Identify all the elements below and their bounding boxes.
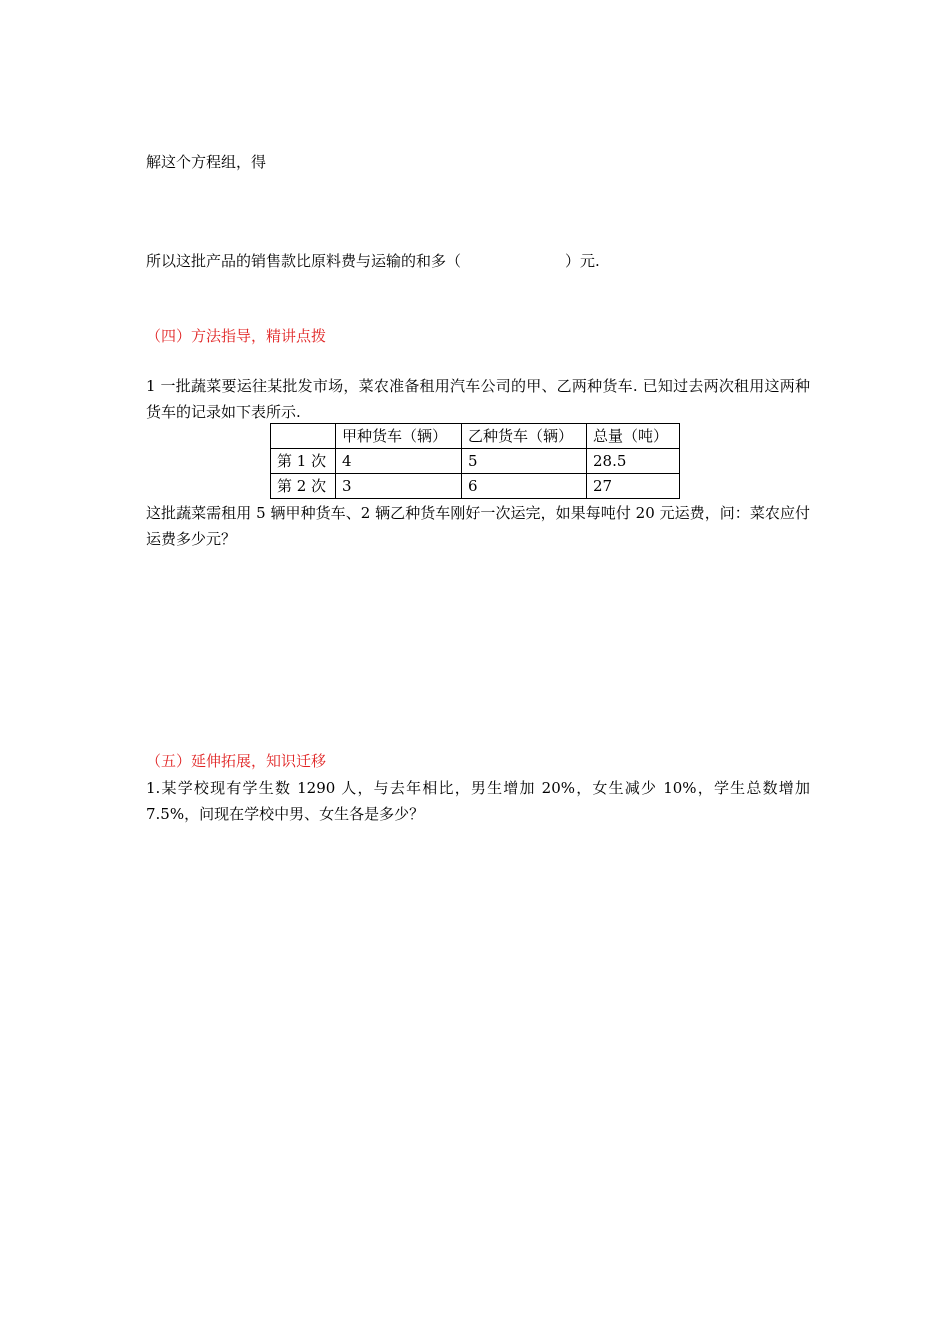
table-header-cell: 甲种货车（辆） [336,424,462,449]
table-header-cell: 总量（吨） [587,424,680,449]
truck-record-table [270,423,680,499]
answer-prefix: 所以这批产品的销售款比原料费与运输的和多（ [146,252,462,270]
table-cell: 第 2 次 [271,474,336,499]
table-row [271,474,680,499]
table-row [271,449,680,474]
table-header-cell [271,424,336,449]
table-cell: 3 [336,474,462,499]
problem-1-intro: 1 一批蔬菜要运往某批发市场，菜农准备租用汽车公司的甲、乙两种货车. 已知过去两次租用这两种货车的记录如下表所示. [146,377,810,421]
table-cell: 6 [462,474,587,499]
table-cell: 4 [336,449,462,474]
solve-equations-line: 解这个方程组，得 [146,153,267,171]
problem-2: 1.某学校现有学生数 1290 人，与去年相比，男生增加 20%，女生减少 10%，学生总数增加 7.5%，问现在学校中男、女生各是多少？ [146,779,810,823]
table-cell: 27 [587,474,680,499]
table-cell: 28.5 [587,449,680,474]
table-header-row [271,424,680,449]
table-cell: 第 1 次 [271,449,336,474]
section-4-heading: （四）方法指导，精讲点拨 [146,327,327,345]
table-cell: 5 [462,449,587,474]
table-header-cell: 乙种货车（辆） [462,424,587,449]
answer-suffix: ）元. [565,252,600,270]
answer-line [146,250,600,272]
section-5-heading: （五）延伸拓展，知识迁移 [146,752,327,770]
problem-1-question: 这批蔬菜需租用 5 辆甲种货车、2 辆乙种货车刚好一次运完，如果每吨付 20 元运费，问：菜农应付运费多少元？ [146,504,810,548]
